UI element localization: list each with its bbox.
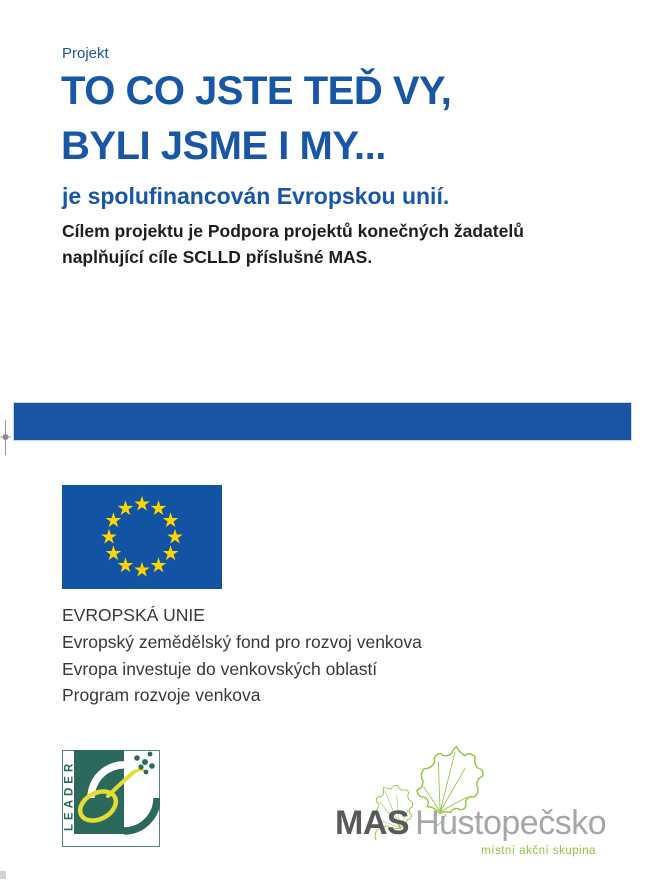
eu-attribution-block xyxy=(62,602,422,709)
mas-acronym: MAS xyxy=(335,804,410,842)
project-description: Cílem projektu je Podpora projektů konečných žadatelů naplňující cíle SCLLD příslušné MAS. xyxy=(62,221,524,267)
leader-logo[interactable] xyxy=(62,750,160,847)
cofinancing-subtitle: je spolufinancován Evropskou unií. xyxy=(62,183,450,209)
mas-region-name: Hustopečsko xyxy=(415,804,607,842)
page-corner-artifact xyxy=(0,871,6,879)
eu-flag-image[interactable] xyxy=(62,485,222,589)
project-kicker: Projekt xyxy=(62,45,109,62)
eu-attribution-line: Evropský zemědělský fond pro rozvoj venkova xyxy=(62,631,422,652)
eu-attribution-line: Program rozvoje venkova xyxy=(62,685,261,706)
project-title-line2: BYLI JSME I MY... xyxy=(61,124,386,168)
leader-wordmark: LEADER xyxy=(63,759,76,831)
mas-hustopecsko-logo[interactable] xyxy=(330,742,607,870)
eu-attribution-line: EVROPSKÁ UNIE xyxy=(62,605,205,625)
mas-wordmark xyxy=(335,804,606,843)
eu-attribution-line: Evropa investuje do venkovských oblastí xyxy=(62,658,378,679)
object-anchor-icon xyxy=(0,417,12,457)
blue-divider-bar[interactable] xyxy=(13,402,632,441)
mas-tagline: místní akční skupina xyxy=(481,845,596,857)
project-title-line1: TO CO JSTE TEĎ VY, xyxy=(61,69,452,113)
